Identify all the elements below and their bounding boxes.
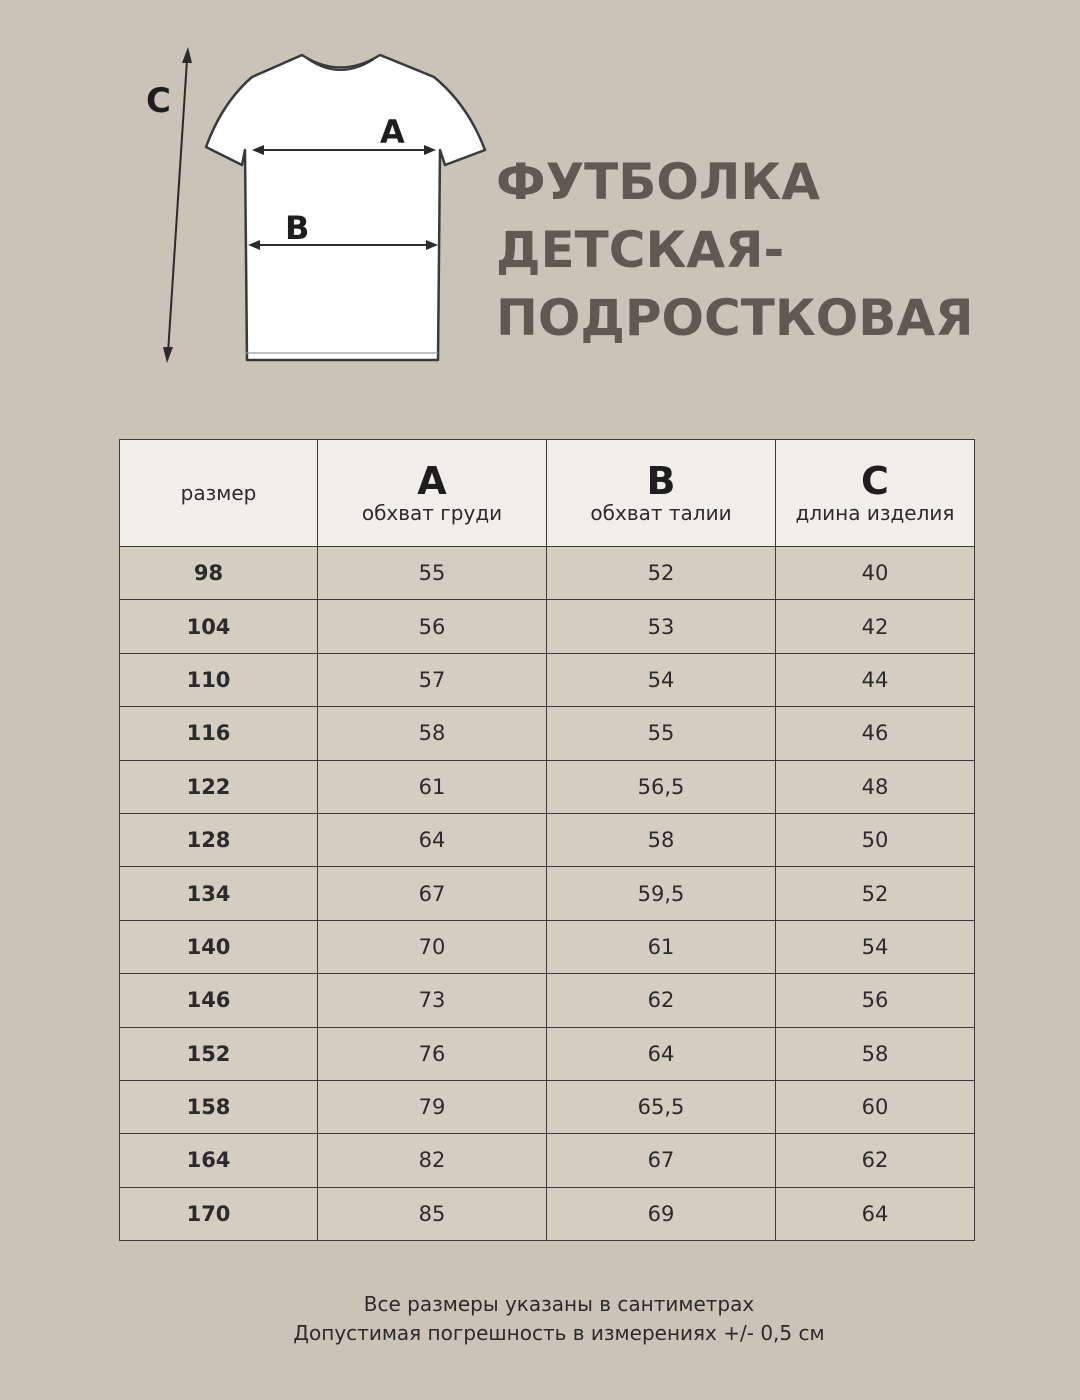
label-b: B: [285, 209, 310, 247]
size-cell: 134: [120, 867, 318, 920]
size-cell: 104: [120, 600, 318, 653]
table-row: [120, 1027, 975, 1080]
length-cell: 44: [776, 653, 975, 706]
table-row: [120, 813, 975, 866]
title-line-2: ДЕТСКАЯ-: [496, 221, 785, 279]
length-cell: 60: [776, 1080, 975, 1133]
waist-cell: 67: [547, 1134, 776, 1187]
size-cell: 122: [120, 760, 318, 813]
chest-cell: 70: [318, 920, 547, 973]
waist-cell: 58: [547, 813, 776, 866]
chest-cell: 61: [318, 760, 547, 813]
tshirt-outline: [206, 55, 485, 360]
table-row: [120, 600, 975, 653]
waist-cell: 54: [547, 653, 776, 706]
length-cell: 64: [776, 1187, 975, 1240]
title-line-3: ПОДРОСТКОВАЯ: [496, 289, 974, 347]
table-row: [120, 974, 975, 1027]
size-cell: 116: [120, 707, 318, 760]
product-title: [496, 148, 974, 352]
waist-cell: 56,5: [547, 760, 776, 813]
size-cell: 164: [120, 1134, 318, 1187]
waist-cell: 69: [547, 1187, 776, 1240]
length-cell: 56: [776, 974, 975, 1027]
footer-line-1: Все размеры указаны в сантиметрах: [363, 1292, 755, 1316]
length-cell: 46: [776, 707, 975, 760]
size-cell: 152: [120, 1027, 318, 1080]
table-header-row: [120, 440, 975, 547]
chest-cell: 64: [318, 813, 547, 866]
size-chart-table: [119, 439, 975, 1241]
header-chest: A обхват груди: [318, 440, 547, 547]
table-row: [120, 1080, 975, 1133]
table-row: [120, 1187, 975, 1240]
length-cell: 48: [776, 760, 975, 813]
chest-cell: 79: [318, 1080, 547, 1133]
length-cell: 62: [776, 1134, 975, 1187]
size-cell: 98: [120, 547, 318, 600]
chest-cell: 76: [318, 1027, 547, 1080]
chest-cell: 73: [318, 974, 547, 1027]
chest-cell: 55: [318, 547, 547, 600]
header-size: размер: [120, 440, 318, 547]
waist-cell: 59,5: [547, 867, 776, 920]
tshirt-measurement-diagram: [130, 35, 510, 375]
waist-cell: 62: [547, 974, 776, 1027]
length-cell: 42: [776, 600, 975, 653]
title-line-1: ФУТБОЛКА: [496, 153, 820, 211]
size-cell: 158: [120, 1080, 318, 1133]
table-row: [120, 867, 975, 920]
size-cell: 140: [120, 920, 318, 973]
length-cell: 54: [776, 920, 975, 973]
length-cell: 50: [776, 813, 975, 866]
waist-cell: 55: [547, 707, 776, 760]
size-cell: 128: [120, 813, 318, 866]
size-cell: 110: [120, 653, 318, 706]
footer-line-2: Допустимая погрешность в измерениях +/- 0,5 см: [293, 1321, 825, 1345]
chest-cell: 85: [318, 1187, 547, 1240]
length-cell: 58: [776, 1027, 975, 1080]
table-row: [120, 707, 975, 760]
table-row: [120, 547, 975, 600]
footer-note: [0, 1290, 1080, 1348]
chest-cell: 57: [318, 653, 547, 706]
waist-cell: 52: [547, 547, 776, 600]
table-row: [120, 760, 975, 813]
table-row: [120, 653, 975, 706]
label-c: C: [146, 81, 171, 121]
waist-cell: 61: [547, 920, 776, 973]
size-cell: 146: [120, 974, 318, 1027]
waist-cell: 53: [547, 600, 776, 653]
length-cell: 52: [776, 867, 975, 920]
header-length: C длина изделия: [776, 440, 975, 547]
waist-cell: 64: [547, 1027, 776, 1080]
length-cell: 40: [776, 547, 975, 600]
size-cell: 170: [120, 1187, 318, 1240]
table-row: [120, 1134, 975, 1187]
chest-cell: 56: [318, 600, 547, 653]
chest-cell: 67: [318, 867, 547, 920]
chest-cell: 82: [318, 1134, 547, 1187]
waist-cell: 65,5: [547, 1080, 776, 1133]
chest-cell: 58: [318, 707, 547, 760]
table-row: [120, 920, 975, 973]
label-a: A: [380, 113, 405, 151]
header-waist: B обхват талии: [547, 440, 776, 547]
